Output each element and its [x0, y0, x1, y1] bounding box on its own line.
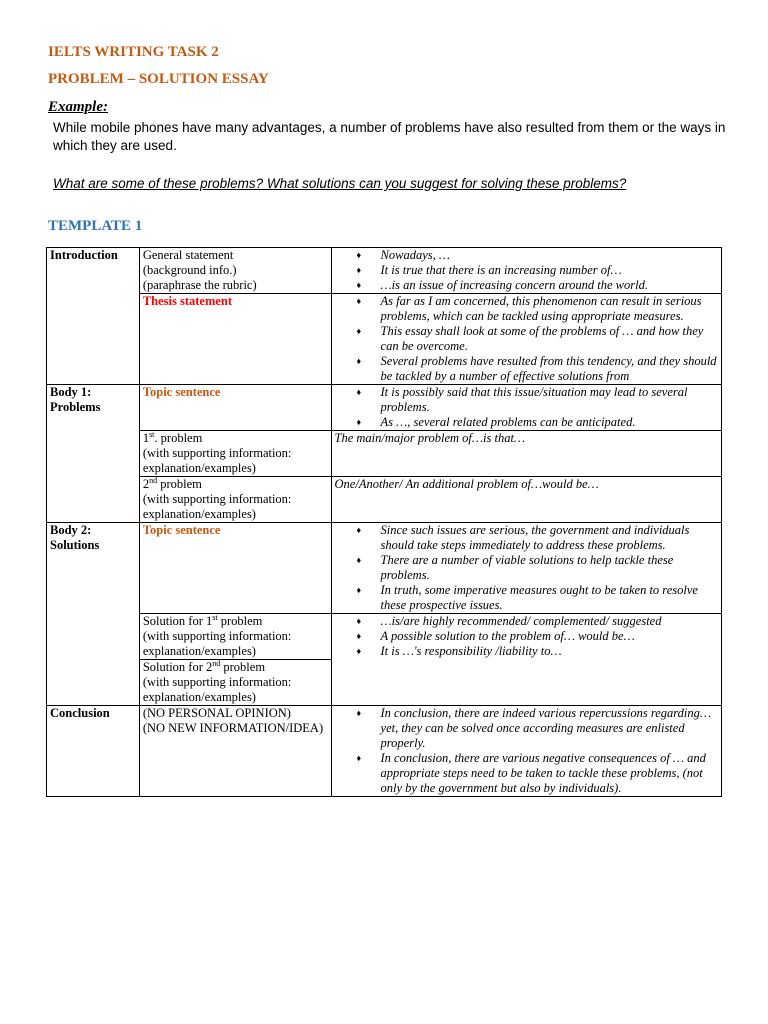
list-item: ♦ In conclusion, there are various negative consequences of … and appropriate steps need to be taken to tackle these problems, (not only by the government but also by individuals). — [335, 751, 718, 796]
list-item: ♦ There are a number of viable solutions to help tackle these problems. — [335, 553, 718, 583]
table-row — [47, 614, 722, 660]
example-label: Example: — [48, 99, 108, 115]
problem2-phrase: One/Another/ An additional problem of…would be… — [331, 477, 721, 523]
list-item: ♦ This essay shall look at some of the problems of … and how they can be overcome. — [335, 324, 718, 354]
table-row — [47, 248, 722, 294]
section-body2: Body 2: Solutions — [47, 523, 140, 706]
list-item: ♦ As …, several related problems can be anticipated. — [335, 415, 718, 430]
list-item: ♦ It is possibly said that this issue/situation may lead to several problems. — [335, 385, 718, 415]
topic-sentence-cell — [139, 385, 331, 431]
list-item: ♦ In truth, some imperative measures ought to be taken to resolve these prospective issues. — [335, 583, 718, 613]
list-item: ♦ Nowadays, … — [335, 248, 718, 263]
template-title: TEMPLATE 1 — [48, 218, 143, 234]
thesis-phrases-cell — [331, 294, 721, 385]
list-item: ♦ Several problems have resulted from this tendency, and they should be tackled by a number of effective solutions from — [335, 354, 718, 384]
template-table — [46, 247, 722, 797]
table-row — [47, 706, 722, 797]
section-body1: Body 1: Problems — [47, 385, 140, 523]
topic-phrases-cell — [331, 385, 721, 431]
table-row — [47, 431, 722, 477]
conclusion-notes-cell: (NO PERSONAL OPINION) (NO NEW INFORMATION/IDEA) — [139, 706, 331, 797]
general-phrases-cell — [331, 248, 721, 294]
page-title: IELTS WRITING TASK 2 — [48, 44, 219, 60]
thesis-cell — [139, 294, 331, 385]
topic-sentence-cell — [139, 523, 331, 614]
page-subtitle: PROBLEM – SOLUTION ESSAY — [48, 71, 269, 87]
prompt-statement: While mobile phones have many advantages, a number of problems have also resulted from them or the ways in which they are used. — [53, 120, 726, 153]
list-item: ♦ It is true that there is an increasing number of… — [335, 263, 718, 278]
solution1-cell: Solution for 1st problem (with supporting information: explanation/examples) — [139, 614, 331, 660]
conclusion-phrases-cell — [331, 706, 721, 797]
general-statement-cell: General statement (background info.) (paraphrase the rubric) — [139, 248, 331, 294]
table-row — [47, 477, 722, 523]
list-item: ♦ …is an issue of increasing concern around the world. — [335, 278, 718, 293]
topic-sentence-label: Topic sentence — [142, 385, 221, 399]
problem1-phrase: The main/major problem of…is that… — [331, 431, 721, 477]
prompt-question: What are some of these problems? What solutions can you suggest for solving these problems? — [53, 176, 627, 191]
table-row — [47, 523, 722, 614]
problem1-cell: 1st. problem (with supporting information: explanation/examples) — [139, 431, 331, 477]
section-conclusion: Conclusion — [47, 706, 140, 797]
solution2-cell: Solution for 2nd problem (with supporting information: explanation/examples) — [139, 660, 331, 706]
problem2-cell: 2nd problem (with supporting information: explanation/examples) — [139, 477, 331, 523]
topic-phrases-cell — [331, 523, 721, 614]
list-item: ♦ As far as I am concerned, this phenomenon can result in serious problems, which can be tackled using appropriate measures. — [335, 294, 718, 324]
list-item: ♦ In conclusion, there are indeed various repercussions regarding…yet, they can be solved once according measures are enlisted properly. — [335, 706, 718, 751]
section-introduction: Introduction — [47, 248, 140, 385]
list-item: ♦ …is/are highly recommended/ complemented/ suggested — [335, 614, 718, 629]
thesis-label: Thesis statement — [142, 294, 233, 308]
list-item: ♦ A possible solution to the problem of… would be… — [335, 629, 718, 644]
table-row — [47, 385, 722, 431]
solution-phrases-cell — [331, 614, 721, 706]
topic-sentence-label: Topic sentence — [142, 523, 221, 537]
list-item: ♦ Since such issues are serious, the government and individuals should take steps immediately to address these problems. — [335, 523, 718, 553]
table-row — [47, 294, 722, 385]
list-item: ♦ It is …'s responsibility /liability to… — [335, 644, 718, 659]
